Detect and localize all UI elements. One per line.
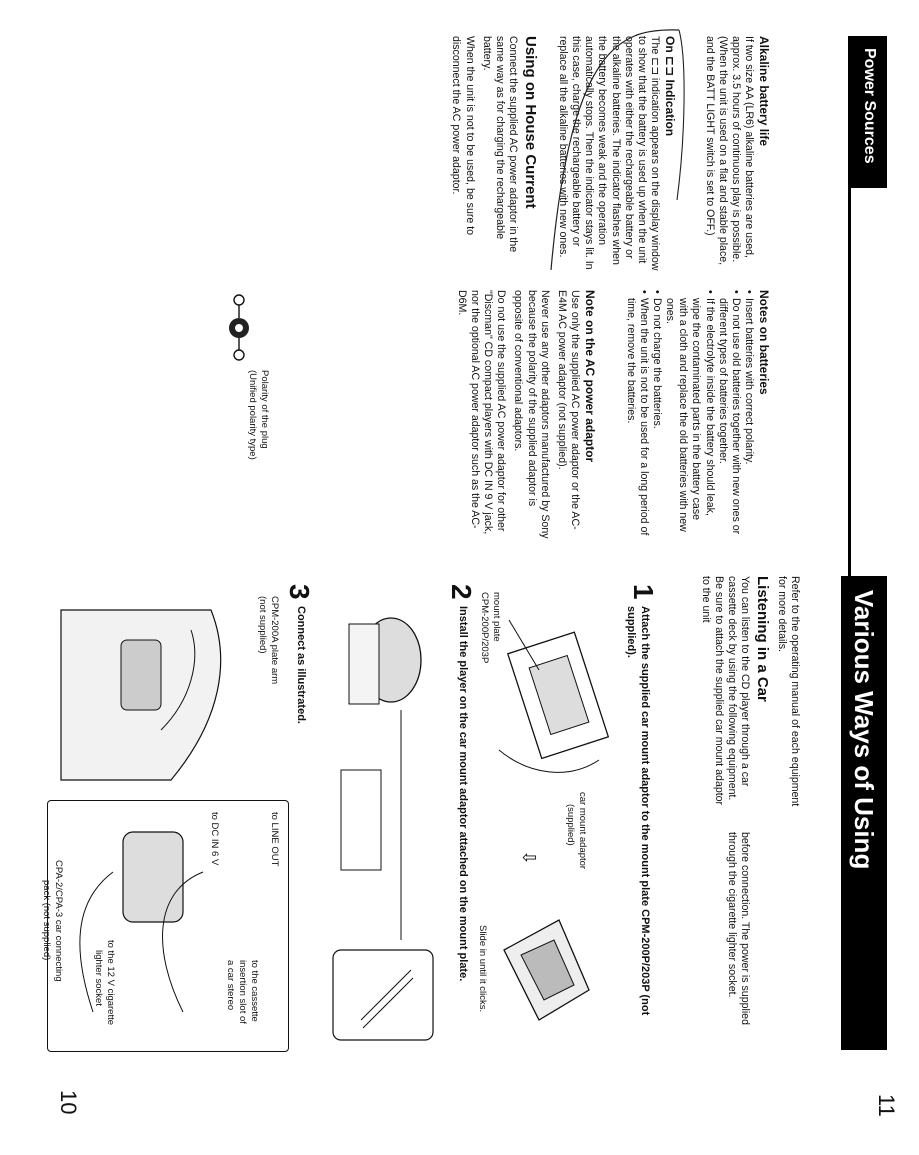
power-sources-title: Power Sources (861, 48, 878, 164)
car-heading: Listening in a Car (754, 576, 771, 702)
page-number-10: 10 (56, 1090, 81, 1115)
player-mount-illustration (321, 600, 441, 1060)
step-1-text: Attach the supplied car mount adaptor to the mount plate CPM-200P/203P (not supplied). (625, 606, 651, 1016)
house-current-body1: Connect the supplied AC power adaptor in the same way as for charging the rechargeable battery. (480, 36, 519, 253)
mount-plate-label: mount plate (491, 592, 502, 642)
polarity-caption: Polarity of the plug (259, 370, 270, 449)
intro-section (771, 576, 801, 816)
cassette-label-3: a car stereo (225, 960, 236, 1011)
list-item: • Insert batteries with correct polarity. (742, 290, 755, 540)
list-item: • When the unit is not to be used for a long period of time, remove the batteries. (624, 290, 650, 540)
house-current-body2: When the unit is not to be used, be sure to disconnect the AC power adaptor. (450, 36, 476, 236)
line-out-label: to LINE OUT (269, 812, 280, 867)
arrow-icon: ⇩ (519, 850, 539, 866)
plate-arm-ns-label: (not supplied) (257, 596, 268, 654)
slide-in-label: Slide in until it clicks. (477, 925, 488, 1013)
car-section (695, 576, 772, 816)
step-3-text: Connect as illustrated. (295, 606, 307, 724)
car-connection-illustration (51, 600, 251, 800)
step-1-number: 1 (628, 584, 659, 600)
adaptor-clip-illustration (489, 900, 599, 1040)
mount-plate-model-label: CPM-200P/203P (479, 592, 490, 664)
step-2-number: 2 (446, 584, 477, 600)
alkaline-heading: Alkaline battery life (757, 36, 771, 147)
list-item: • Do not charge the batteries. (650, 290, 663, 540)
page-number-11: 11 (874, 1094, 899, 1117)
dc-in-label: to DC IN 6 V (209, 812, 220, 866)
pack-label: CPA-2/CPA-3 car connecting (53, 860, 64, 982)
note-ac-body3: Do not use the supplied AC power adaptor for other "Discman" CD compact players with DC IN 9 V jack, nor the optional AC power adaptor such as the AC-D6M. (456, 290, 508, 535)
car-mount-supplied-label: (supplied) (565, 804, 576, 846)
pack-label-2: pack (not supplied) (41, 880, 52, 961)
note-ac-body1: Use only the supplied AC power adaptor or the AC-E4M AC power adaptor (not supplied). (555, 290, 581, 530)
connecting-pack-illustration (53, 812, 213, 1042)
note-ac-heading: Note on the AC power adaptor (583, 290, 597, 463)
various-ways-header (841, 576, 887, 1050)
intro-text: Refer to the operating manual of each equipment for more details. (775, 576, 801, 807)
step-3-number: 3 (284, 584, 315, 600)
cassette-label-2: insertion slot of (237, 960, 248, 1024)
cigarette-label-2: lighter socket (93, 950, 104, 1006)
step-2-text: Install the player on the car mount adaptor attached on the mount plate. (457, 606, 469, 982)
car-body1: You can listen to the CD player through a car cassette deck by using the following equipment. Be sure to attach the supplied car mount adaptor to the unit (699, 576, 751, 806)
list-item: • Do not use old batteries together with new ones or different types of batteries together. (716, 290, 742, 540)
car-section-2 (721, 832, 751, 1052)
list-item: • If the electrolyte inside the battery should leak, wipe the contaminated parts in the battery case with a cloth and replace the old batteries with new ones. (663, 290, 716, 540)
car-mount-adaptor-label: car mount adaptor (577, 792, 588, 870)
various-ways-title: Various Ways of Using (849, 590, 879, 870)
house-current-heading: Using on House Current (522, 36, 539, 209)
car-body2: before connection. The power is supplied through the cigarette lighter socket. (725, 832, 751, 1025)
polarity-caption-2: (Unified polarity type) (247, 370, 258, 460)
indication-heading: On ⊏⊐ Indication (663, 36, 677, 137)
cigarette-label-1: to the 12 V cigarette (105, 940, 116, 1026)
cassette-label-1: to the cassette (249, 960, 260, 1022)
notes-batteries-heading: Notes on batteries (757, 290, 771, 395)
indication-body: The ⊏⊐ indication appears on the display window to show that the battery is used up when the unit operates with either the rechargeable battery or the alkaline batteries. The indicator flashes when the battery becomes weak and the operation automatically stops. Then the indicator stays lit. In this case, charge the rechargeable battery or replace all the alkaline batteries with new ones. (557, 36, 661, 271)
alkaline-body: If two size AA (LR6) alkaline batteries are used, approx. 3.5 hours of continuous play is possible. (When the unit is used on a flat and stable place, and the BATT LIGHT switch is set to OFF.) (703, 36, 755, 266)
plate-arm-label: CPM-200A plate arm (269, 596, 280, 685)
note-ac-body2: Never use any other adaptors manufactured by Sony because the polarity of the supplied adaptor is opposite of conventional adaptors. (512, 290, 551, 539)
